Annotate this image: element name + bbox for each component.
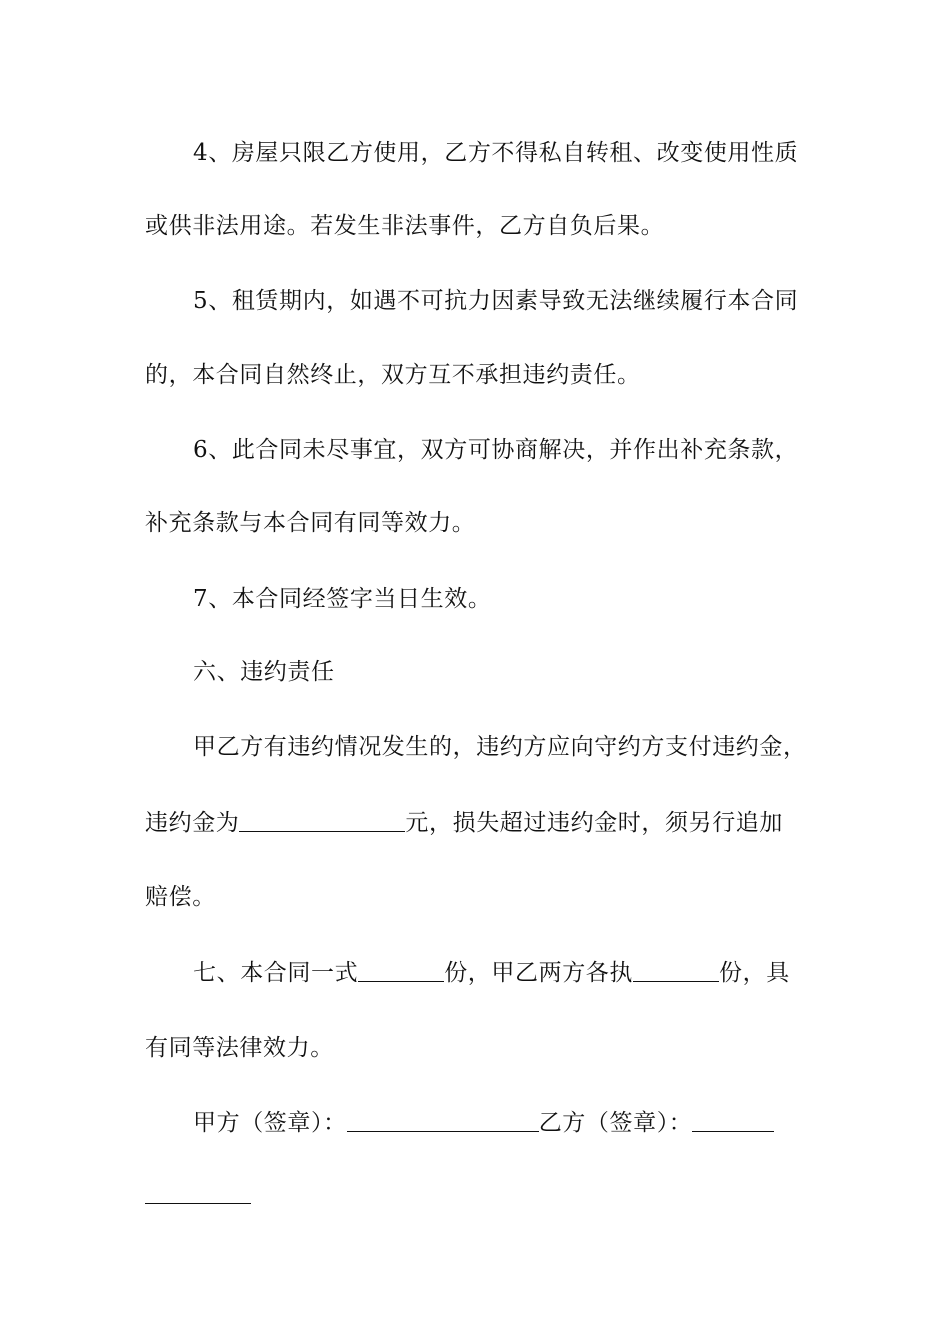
signature-line [193,1108,774,1138]
section-7-line-1 [193,958,790,988]
copies-each-blank[interactable] [633,961,719,982]
section-7-line-2: 有同等法律效力。 [145,1035,334,1061]
clause-4-line-1: 4、房屋只限乙方使用，乙方不得私自转租、改变使用性质 [193,140,799,166]
party-b-signature-blank-continued[interactable] [145,1183,251,1204]
clause-4-line-2: 或供非法用途。若发生非法事件，乙方自负后果。 [145,213,665,239]
clause-6-line-1: 6、此合同未尽事宜，双方可协商解决，并作出补充条款， [193,437,799,463]
penalty-amount-label: 违约金为 [145,810,240,836]
section-7-prefix: 七、本合同一式 [193,960,359,986]
section-6-heading: 六、违约责任 [193,659,335,685]
penalty-line-3: 赔偿。 [145,884,216,910]
party-b-sign-label: 乙方（签章）： [538,1110,693,1136]
penalty-line-2 [145,808,783,838]
clause-5-line-1: 5、租赁期内，如遇不可抗力因素导致无法继续履行本合同 [193,288,799,314]
section-7-suffix: 份，具 [719,960,790,986]
penalty-amount-blank[interactable] [239,811,405,832]
copies-total-blank[interactable] [358,961,444,982]
penalty-line-1: 甲乙方有违约情况发生的，违约方应向守约方支付违约金， [193,734,807,760]
clause-6-line-2: 补充条款与本合同有同等效力。 [145,510,476,536]
clause-5-line-2: 的，本合同自然终止，双方互不承担违约责任。 [145,362,641,388]
clause-7-line-1: 7、本合同经签字当日生效。 [193,586,492,612]
penalty-line-2-suffix: 元，损失超过违约金时，须另行追加 [405,810,784,836]
party-a-signature-blank[interactable] [347,1111,539,1132]
party-b-signature-blank[interactable] [692,1111,774,1132]
section-7-middle: 份，甲乙两方各执 [444,960,634,986]
signature-line-continued [145,1180,251,1210]
party-a-sign-label: 甲方（签章）： [193,1110,347,1136]
